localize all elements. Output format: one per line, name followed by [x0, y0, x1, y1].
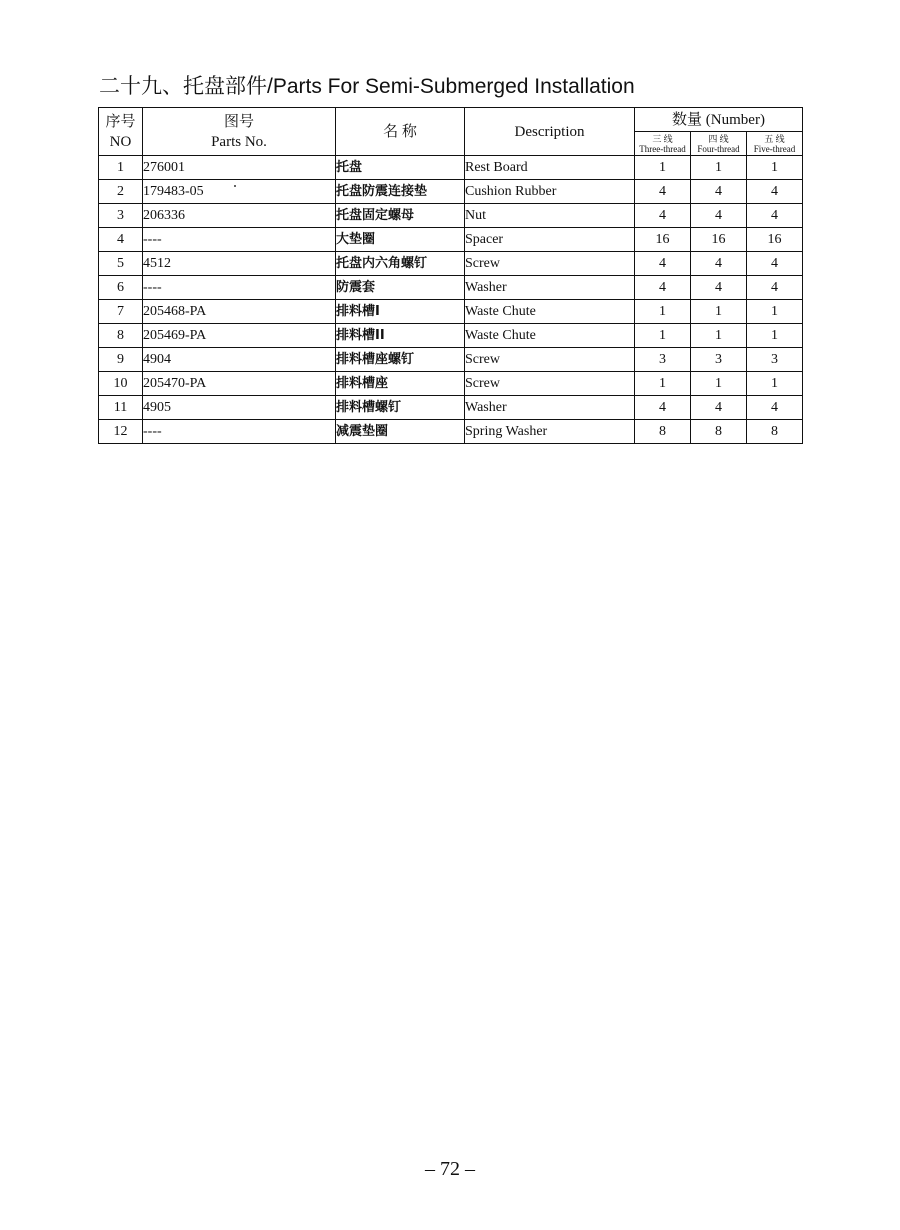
cell-five-thread: 1	[747, 300, 803, 324]
cell-three-thread: 4	[635, 180, 691, 204]
cell-four-thread: 4	[691, 252, 747, 276]
cell-no: 8	[99, 324, 143, 348]
cell-part-no: 179483-05	[143, 180, 336, 204]
cell-three-thread: 1	[635, 300, 691, 324]
cell-three-thread: 4	[635, 276, 691, 300]
cell-four-thread: 16	[691, 228, 747, 252]
header-four-en: Four-thread	[697, 143, 740, 154]
cell-no: 7	[99, 300, 143, 324]
table-row	[99, 348, 803, 372]
cell-three-thread: 3	[635, 348, 691, 372]
cell-name: 排料槽座	[336, 372, 465, 396]
table-row	[99, 372, 803, 396]
cell-four-thread: 1	[691, 300, 747, 324]
table-row	[99, 324, 803, 348]
cell-part-no: 205468-PA	[143, 300, 336, 324]
cell-name: 托盘固定螺母	[336, 204, 465, 228]
table-row	[99, 180, 803, 204]
table-row	[99, 252, 803, 276]
header-parts-cn: 图号	[223, 113, 254, 130]
cell-five-thread: 1	[747, 156, 803, 180]
cell-part-no: 4512	[143, 252, 336, 276]
cell-no: 6	[99, 276, 143, 300]
cell-three-thread: 4	[635, 252, 691, 276]
header-parts-en: Parts No.	[211, 133, 267, 150]
cell-part-no: 205470-PA	[143, 372, 336, 396]
header-description: Description	[465, 108, 635, 156]
cell-part-no: 4904	[143, 348, 336, 372]
cell-five-thread: 4	[747, 180, 803, 204]
cell-name: 排料槽II	[336, 324, 465, 348]
cell-five-thread: 16	[747, 228, 803, 252]
scan-speck	[234, 185, 236, 187]
cell-name: 大垫圈	[336, 228, 465, 252]
cell-part-no: ----	[143, 420, 336, 444]
cell-no: 9	[99, 348, 143, 372]
table-row	[99, 156, 803, 180]
cell-description: Screw	[465, 252, 635, 276]
cell-name: 减震垫圈	[336, 420, 465, 444]
cell-four-thread: 4	[691, 276, 747, 300]
cell-no: 11	[99, 396, 143, 420]
cell-part-no: ----	[143, 276, 336, 300]
cell-description: Waste Chute	[465, 300, 635, 324]
cell-name: 排料槽螺钉	[336, 396, 465, 420]
cell-no: 10	[99, 372, 143, 396]
cell-three-thread: 1	[635, 324, 691, 348]
cell-four-thread: 8	[691, 420, 747, 444]
cell-five-thread: 4	[747, 276, 803, 300]
cell-description: Rest Board	[465, 156, 635, 180]
cell-five-thread: 1	[747, 372, 803, 396]
cell-name: 防震套	[336, 276, 465, 300]
cell-name: 托盘	[336, 156, 465, 180]
cell-five-thread: 1	[747, 324, 803, 348]
cell-part-no: 206336	[143, 204, 336, 228]
header-parts-no	[143, 108, 336, 156]
table-row	[99, 420, 803, 444]
table-row	[99, 204, 803, 228]
cell-three-thread: 1	[635, 156, 691, 180]
cell-description: Washer	[465, 276, 635, 300]
cell-five-thread: 3	[747, 348, 803, 372]
cell-no: 12	[99, 420, 143, 444]
cell-name: 排料槽座螺钉	[336, 348, 465, 372]
header-five-thread	[747, 132, 803, 156]
cell-name: 排料槽I	[336, 300, 465, 324]
cell-five-thread: 4	[747, 252, 803, 276]
header-three-en: Three-thread	[639, 143, 686, 154]
cell-five-thread: 8	[747, 420, 803, 444]
cell-three-thread: 16	[635, 228, 691, 252]
table-row	[99, 228, 803, 252]
cell-no: 2	[99, 180, 143, 204]
header-four-thread	[691, 132, 747, 156]
cell-no: 3	[99, 204, 143, 228]
cell-four-thread: 4	[691, 396, 747, 420]
cell-four-thread: 1	[691, 324, 747, 348]
page-number: – 72 –	[425, 1158, 475, 1180]
cell-no: 1	[99, 156, 143, 180]
header-no	[99, 108, 143, 156]
cell-three-thread: 1	[635, 372, 691, 396]
header-four-cn: 四 线	[708, 133, 729, 144]
page-title: 二十九、托盘部件/Parts For Semi-Submerged Installation	[99, 75, 635, 98]
cell-description: Waste Chute	[465, 324, 635, 348]
cell-description: Washer	[465, 396, 635, 420]
header-no-cn: 序号	[105, 113, 136, 130]
cell-name: 托盘防震连接垫	[336, 180, 465, 204]
cell-no: 4	[99, 228, 143, 252]
parts-table	[98, 107, 803, 444]
header-three-cn: 三 线	[652, 133, 673, 144]
cell-four-thread: 4	[691, 180, 747, 204]
cell-three-thread: 8	[635, 420, 691, 444]
table-row	[99, 396, 803, 420]
cell-description: Spacer	[465, 228, 635, 252]
cell-four-thread: 4	[691, 204, 747, 228]
cell-three-thread: 4	[635, 396, 691, 420]
cell-part-no: ----	[143, 228, 336, 252]
cell-no: 5	[99, 252, 143, 276]
cell-five-thread: 4	[747, 396, 803, 420]
header-three-thread	[635, 132, 691, 156]
table-row	[99, 276, 803, 300]
header-quantity: 数量 (Number)	[635, 108, 803, 132]
cell-part-no: 276001	[143, 156, 336, 180]
cell-part-no: 4905	[143, 396, 336, 420]
table-row	[99, 300, 803, 324]
cell-description: Screw	[465, 348, 635, 372]
cell-description: Nut	[465, 204, 635, 228]
header-name: 名 称	[336, 108, 465, 156]
cell-four-thread: 1	[691, 372, 747, 396]
cell-five-thread: 4	[747, 204, 803, 228]
cell-four-thread: 3	[691, 348, 747, 372]
header-five-cn: 五 线	[764, 133, 785, 144]
header-no-en: NO	[109, 133, 132, 150]
cell-four-thread: 1	[691, 156, 747, 180]
cell-description: Spring Washer	[465, 420, 635, 444]
cell-part-no: 205469-PA	[143, 324, 336, 348]
cell-name: 托盘内六角螺钉	[336, 252, 465, 276]
cell-description: Screw	[465, 372, 635, 396]
header-five-en: Five-thread	[753, 143, 796, 154]
cell-three-thread: 4	[635, 204, 691, 228]
cell-description: Cushion Rubber	[465, 180, 635, 204]
